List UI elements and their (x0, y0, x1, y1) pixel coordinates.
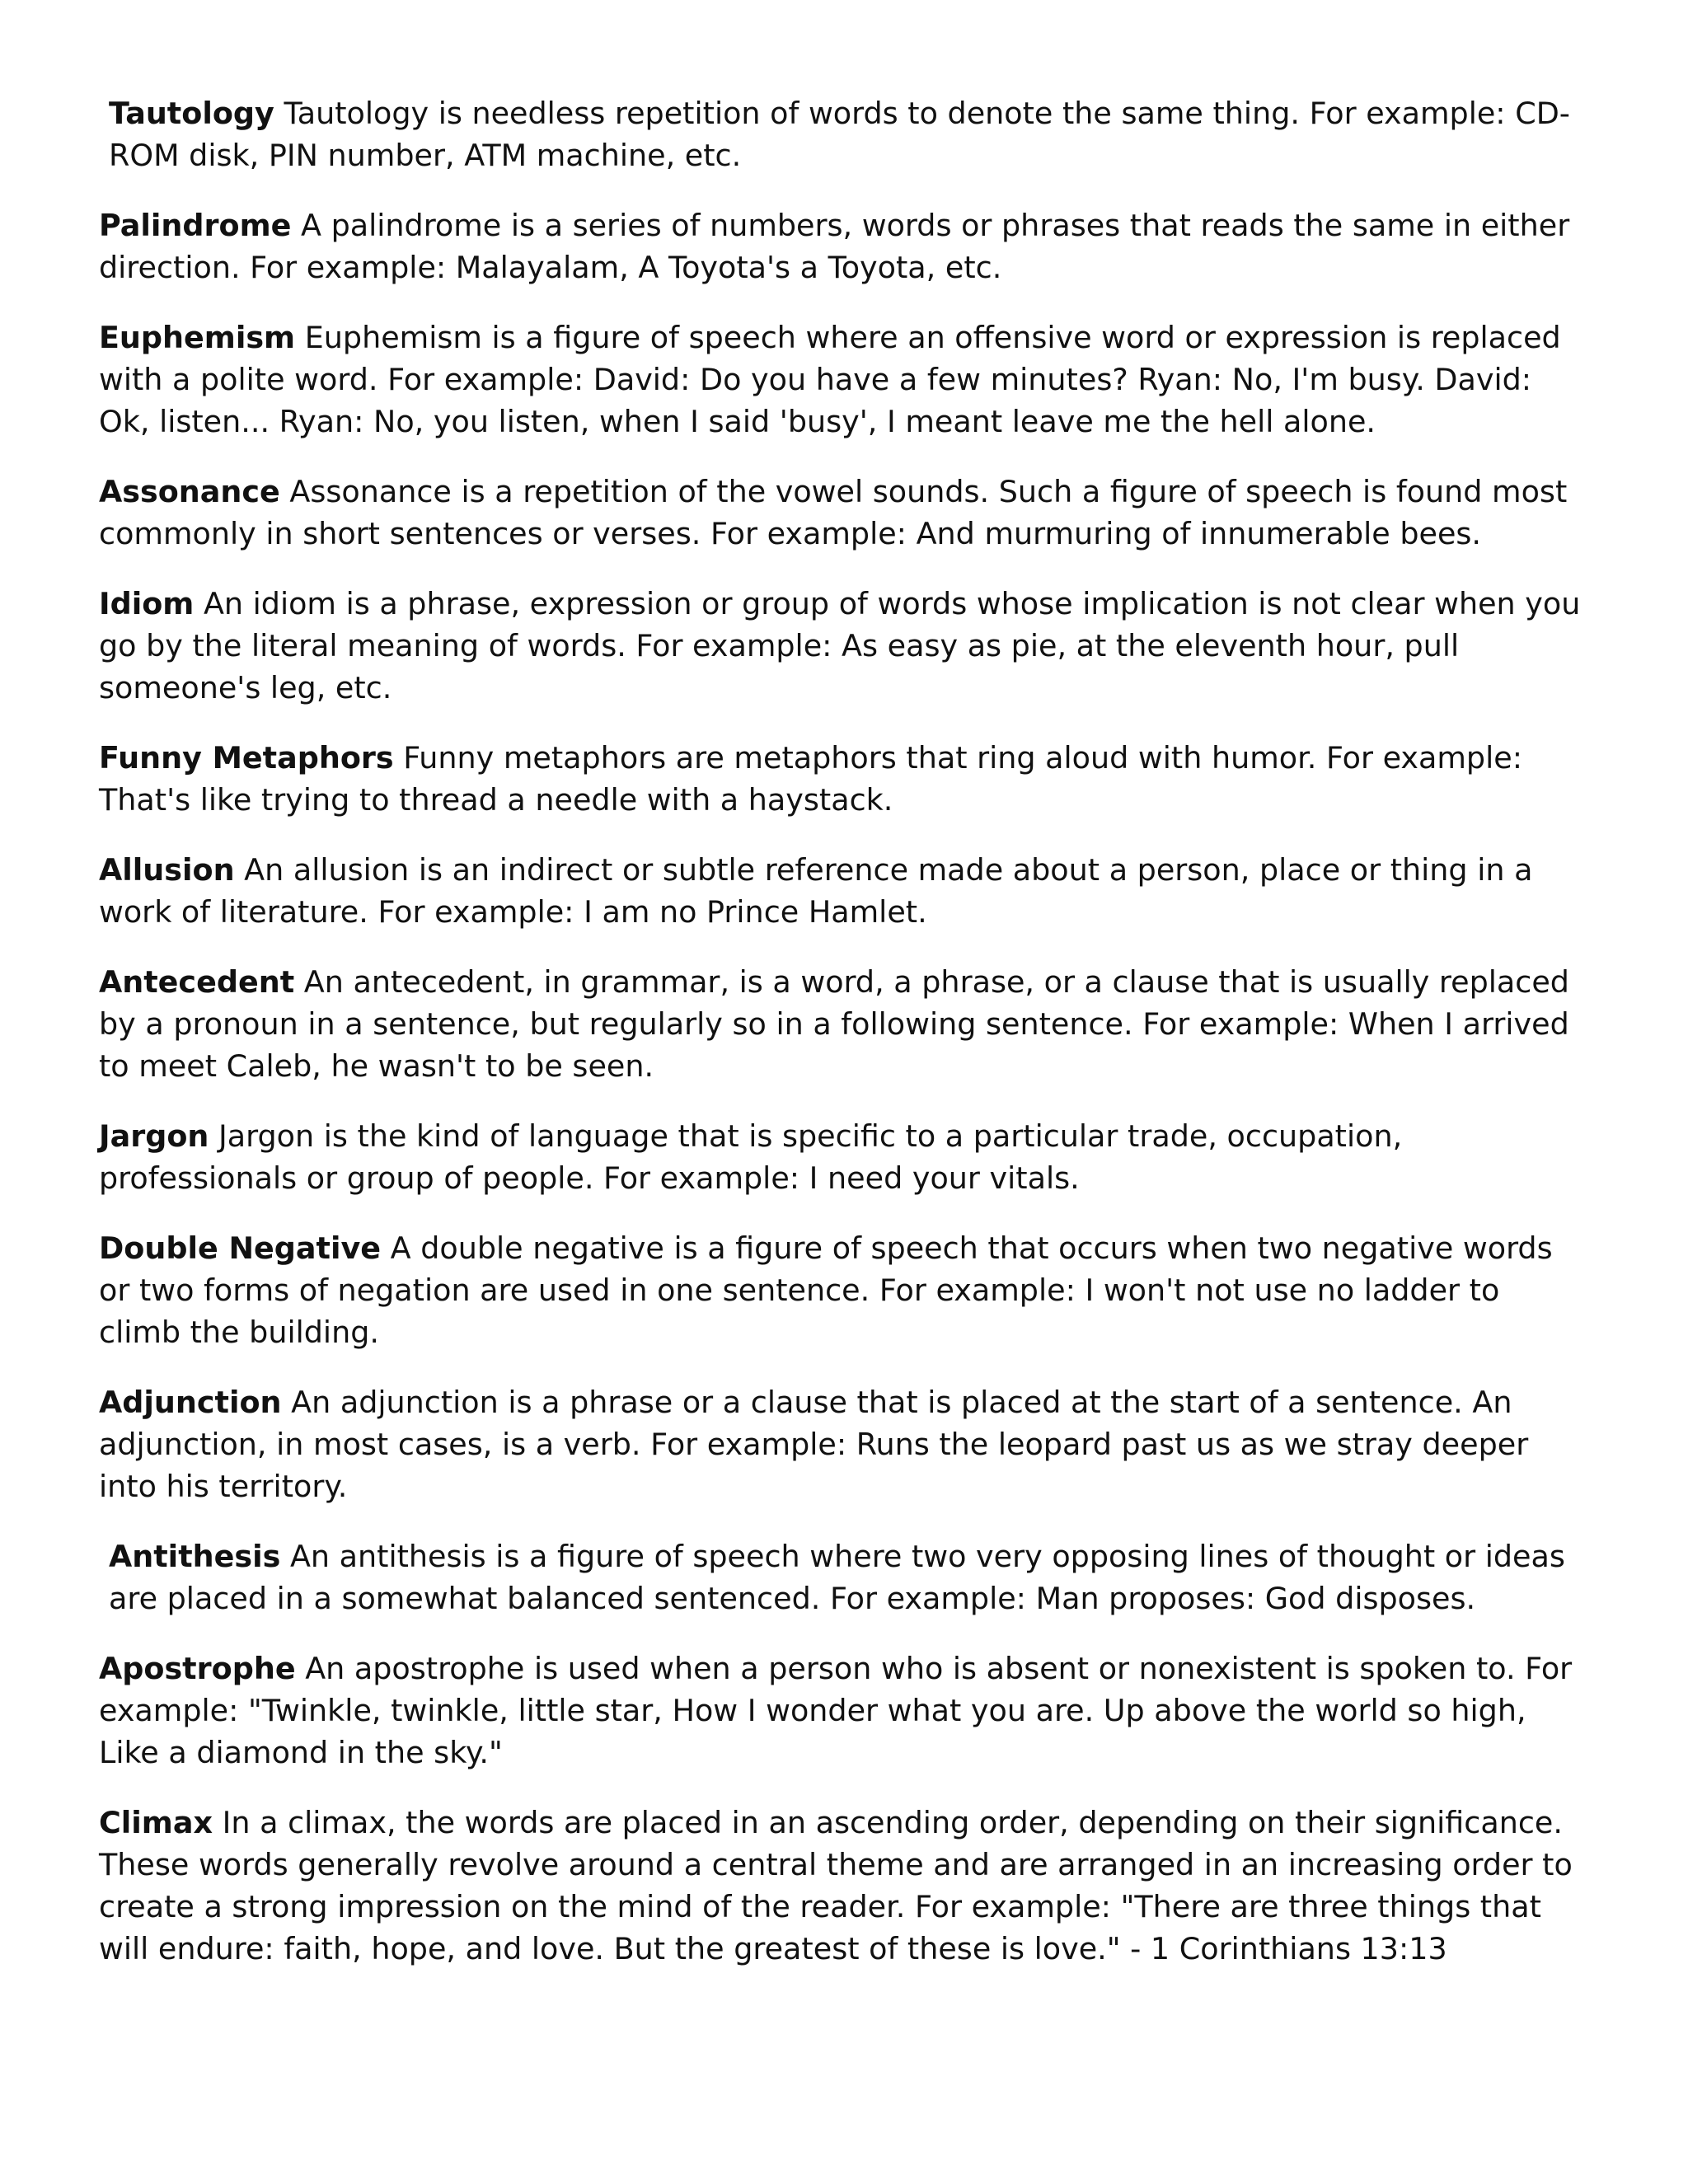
term-definition: An allusion is an indirect or subtle reference made about a person, place or thing in a work of literature. For example: I am no Prince Hamlet. (99, 852, 1533, 930)
term-definition: An adjunction is a phrase or a clause that is placed at the start of a sentence. An adjunction, in most cases, is a verb. For example: Runs the leopard past us as we stray deeper into his territory. (99, 1385, 1529, 1504)
term-heading: Antecedent (99, 964, 295, 1000)
term-definition: In a climax, the words are placed in an ascending order, depending on their significance. These words generally revolve around a central theme and are arranged in an increasing order to create a strong impression on the mind of the reader. For example: "There are three things that will endure: faith, hope, and love. But the greatest of these is love." - 1 Corinthians 13:13 (99, 1805, 1573, 1966)
term-heading: Double Negative (99, 1230, 382, 1266)
term-heading: Apostrophe (99, 1651, 296, 1686)
entry-palindrome (99, 204, 1582, 288)
term-definition: Assonance is a repetition of the vowel sounds. Such a figure of speech is found most commonly in short sentences or verses. For example: And murmuring of innumerable bees. (99, 474, 1568, 551)
term-heading: Idiom (99, 586, 195, 621)
entry-climax (99, 1802, 1582, 1970)
entry-apostrophe (99, 1647, 1582, 1774)
document-page (99, 92, 1582, 1998)
term-definition: Jargon is the kind of language that is specific to a particular trade, occupation, professionals or group of people. For example: I need your vitals. (99, 1118, 1403, 1196)
term-heading: Antithesis (109, 1539, 281, 1574)
entry-assonance (99, 471, 1582, 555)
term-heading: Climax (99, 1805, 213, 1840)
term-heading: Tautology (109, 96, 274, 131)
term-definition: A double negative is a figure of speech that occurs when two negative words or two forms of negation are used in one sentence. For example: I won't not use no ladder to climb the building. (99, 1230, 1553, 1350)
term-definition: An apostrophe is used when a person who is absent or nonexistent is spoken to. For example: "Twinkle, twinkle, little star, How I wonder what you are. Up above the world so high, Like a diamond in the sky." (99, 1651, 1573, 1770)
term-definition: Euphemism is a figure of speech where an offensive word or expression is replaced with a polite word. For example: David: Do you have a few minutes? Ryan: No, I'm busy. David: Ok, listen... Ryan: No, you listen, when I said 'busy', I meant leave me the hell alone. (99, 320, 1561, 439)
term-heading: Funny Metaphors (99, 740, 394, 776)
term-definition: A palindrome is a series of numbers, words or phrases that reads the same in either direction. For example: Malayalam, A Toyota's a Toyota, etc. (99, 208, 1570, 285)
entry-euphemism (99, 316, 1582, 443)
entry-funny-metaphors (99, 737, 1582, 821)
term-definition: An antithesis is a figure of speech where two very opposing lines of thought or ideas are placed in a somewhat balanced sentenced. For example: Man proposes: God disposes. (109, 1539, 1565, 1616)
term-heading: Adjunction (99, 1385, 282, 1420)
term-heading: Jargon (99, 1118, 209, 1154)
entry-double-negative (99, 1227, 1582, 1353)
entry-allusion (99, 849, 1582, 933)
entry-antecedent (99, 961, 1582, 1087)
term-definition: Funny metaphors are metaphors that ring aloud with humor. For example: That's like trying to thread a needle with a haystack. (99, 740, 1522, 818)
term-heading: Allusion (99, 852, 235, 888)
entry-adjunction (99, 1381, 1582, 1507)
entry-jargon (99, 1115, 1582, 1199)
entry-antithesis (99, 1535, 1582, 1619)
term-definition: Tautology is needless repetition of words to denote the same thing. For example: CD-ROM disk, PIN number, ATM machine, etc. (109, 96, 1570, 173)
term-definition: An idiom is a phrase, expression or group of words whose implication is not clear when you go by the literal meaning of words. For example: As easy as pie, at the eleventh hour, pull someone's leg, etc. (99, 586, 1581, 705)
entry-idiom (99, 583, 1582, 709)
term-definition: An antecedent, in grammar, is a word, a phrase, or a clause that is usually replaced by a pronoun in a sentence, but regularly so in a following sentence. For example: When I arrived to meet Caleb, he wasn't to be seen. (99, 964, 1569, 1084)
entry-tautology (99, 92, 1582, 176)
term-heading: Palindrome (99, 208, 292, 243)
term-heading: Assonance (99, 474, 280, 509)
term-heading: Euphemism (99, 320, 296, 355)
